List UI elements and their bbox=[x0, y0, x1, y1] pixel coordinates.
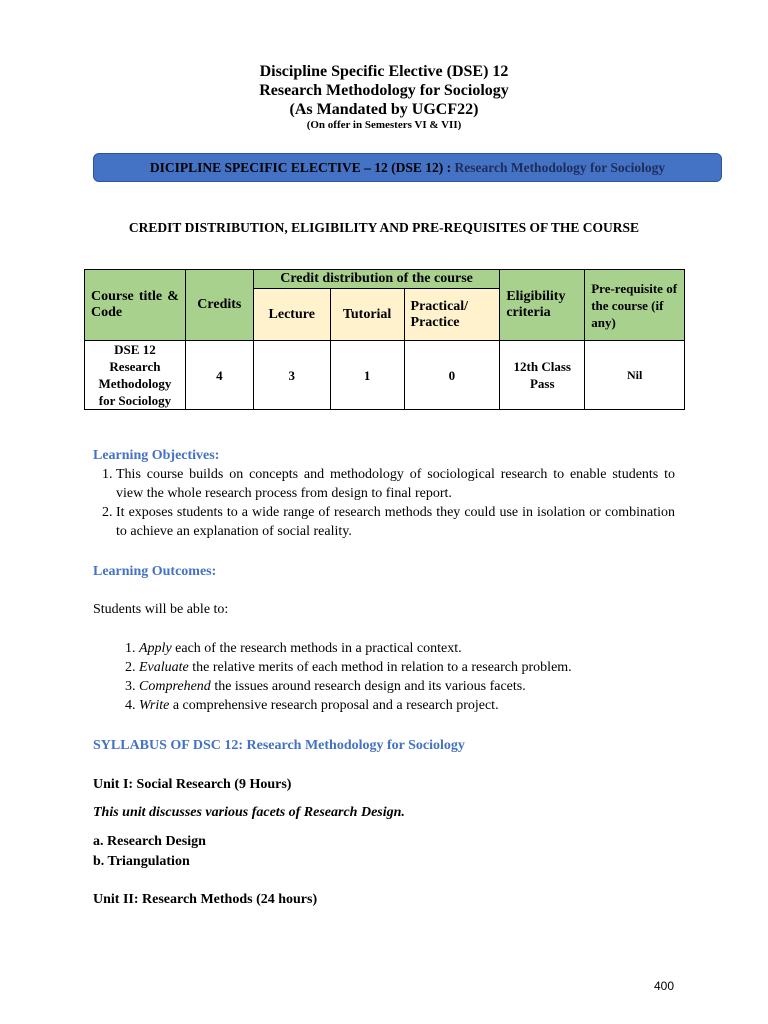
document-title-block bbox=[0, 62, 768, 132]
outcome-item: 2. Evaluate the relative merits of each method in relation to a research problem. bbox=[139, 658, 675, 677]
cell-course: DSE 12 Research Methodology for Sociology bbox=[85, 341, 186, 410]
outcome-item: 4. Write a comprehensive research proposal and a research project. bbox=[139, 696, 675, 715]
outcome-verb: Evaluate bbox=[139, 660, 189, 675]
header-practical: Practical/ Practice bbox=[404, 289, 500, 341]
outcome-item: 3. Comprehend the issues around research design and its various facets. bbox=[139, 677, 675, 696]
title-line-3: (As Mandated by UGCF22) bbox=[289, 101, 479, 118]
outcomes-heading: Learning Outcomes: bbox=[93, 564, 217, 579]
unit-2-title: Unit II: Research Methods (24 hours) bbox=[93, 892, 318, 907]
credit-distribution-heading: CREDIT DISTRIBUTION, ELIGIBILITY AND PRE-REQUISITES OF THE COURSE bbox=[128, 220, 640, 235]
objectives-list bbox=[93, 465, 675, 541]
header-credits: Credits bbox=[185, 270, 253, 341]
cell-practical: 0 bbox=[404, 341, 500, 410]
banner-label: DICIPLINE SPECIFIC ELECTIVE – 12 (DSE 12) : bbox=[149, 159, 452, 175]
unit-1-title: Unit I: Social Research (9 Hours) bbox=[93, 777, 292, 792]
page-number: 400 bbox=[654, 979, 675, 993]
outcome-item: 1. Apply each of the research methods in a practical context. bbox=[139, 639, 675, 658]
header-prerequisite: Pre-requisite of the course (if any) bbox=[585, 270, 685, 341]
title-line-2: Research Methodology for Sociology bbox=[259, 82, 509, 99]
cell-prerequisite: Nil bbox=[585, 341, 685, 410]
objectives-heading: Learning Objectives: bbox=[93, 448, 220, 463]
objective-item: 1. This course builds on concepts and methodology of sociological research to enable students to view the whole research process from design to final report. bbox=[116, 465, 675, 503]
outcome-verb: Comprehend bbox=[139, 679, 211, 694]
cell-eligibility: 12th Class Pass bbox=[500, 341, 585, 410]
learning-outcomes bbox=[93, 562, 675, 581]
outcome-verb: Apply bbox=[139, 641, 172, 656]
cell-credits: 4 bbox=[185, 341, 253, 410]
unit-1-description: This unit discusses various facets of Research Design. bbox=[93, 805, 405, 820]
header-course-title: Course title & Code bbox=[85, 270, 186, 341]
header-eligibility: Eligibility criteria bbox=[500, 270, 585, 341]
outcome-verb: Write bbox=[139, 698, 170, 713]
header-lecture: Lecture bbox=[253, 289, 330, 341]
header-credit-distribution: Credit distribution of the course bbox=[253, 270, 500, 289]
learning-objectives bbox=[93, 446, 675, 541]
header-tutorial: Tutorial bbox=[330, 289, 404, 341]
cell-tutorial: 1 bbox=[330, 341, 404, 410]
credit-table bbox=[84, 269, 685, 410]
outcomes-intro: Students will be able to: bbox=[93, 602, 229, 617]
unit-1-item: b. Triangulation bbox=[93, 854, 190, 869]
objective-item: 2. It exposes students to a wide range of research methods they could use in isolation or combination to achieve an explanation of social reality. bbox=[116, 503, 675, 541]
banner-course-title: Research Methodology for Sociology bbox=[454, 159, 666, 175]
syllabus-heading: SYLLABUS OF DSC 12: Research Methodology for Sociology bbox=[93, 738, 465, 753]
course-banner bbox=[93, 153, 722, 182]
outcomes-section bbox=[93, 639, 675, 715]
outcomes-list bbox=[93, 639, 675, 715]
unit-1-item: a. Research Design bbox=[93, 834, 206, 849]
title-line-4: (On offer in Semesters VI & VII) bbox=[306, 119, 462, 131]
title-line-1: Discipline Specific Elective (DSE) 12 bbox=[259, 63, 509, 80]
cell-lecture: 3 bbox=[253, 341, 330, 410]
